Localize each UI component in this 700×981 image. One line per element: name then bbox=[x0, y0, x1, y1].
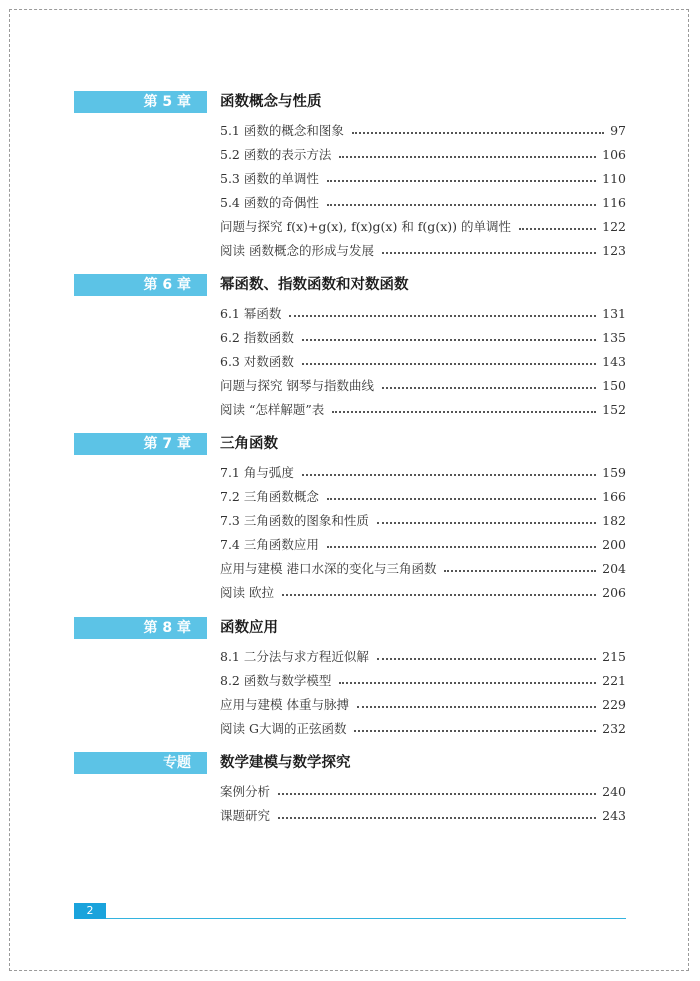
page-number: 2 bbox=[74, 903, 106, 919]
toc-entry[interactable] bbox=[220, 581, 626, 603]
toc-entry[interactable] bbox=[220, 374, 626, 396]
entry-title: 问题与探究 钢琴与指数曲线 bbox=[220, 378, 374, 393]
entry-title: 8.2 函数与数学模型 bbox=[220, 673, 332, 688]
entry-page-number: 182 bbox=[602, 512, 626, 528]
toc-entry[interactable] bbox=[220, 717, 626, 739]
entry-page-number: 159 bbox=[602, 464, 626, 480]
chapter-title[interactable]: 幂函数、指数函数和对数函数 bbox=[220, 277, 409, 293]
entry-title: 6.2 指数函数 bbox=[220, 330, 294, 345]
entry-page-number: 243 bbox=[602, 807, 626, 823]
toc-entry[interactable] bbox=[220, 350, 626, 372]
dot-leader bbox=[377, 657, 596, 660]
entry-page-number: 123 bbox=[602, 242, 626, 258]
entry-title: 阅读 “怎样解题”表 bbox=[220, 402, 325, 417]
entry-title: 阅读 函数概念的形成与发展 bbox=[220, 243, 374, 258]
entry-title: 问题与探究 f(x)+g(x), f(x)g(x) 和 f(g(x)) 的单调性 bbox=[220, 219, 511, 234]
dot-leader bbox=[339, 681, 596, 684]
entry-title: 课题研究 bbox=[220, 808, 271, 823]
toc-entry[interactable] bbox=[220, 557, 626, 579]
toc-entry[interactable] bbox=[220, 191, 626, 213]
entry-title: 5.4 函数的奇偶性 bbox=[220, 195, 319, 210]
entry-title: 应用与建模 体重与脉搏 bbox=[220, 697, 349, 712]
dot-leader bbox=[302, 473, 596, 476]
dot-leader bbox=[377, 521, 596, 524]
entry-title: 5.3 函数的单调性 bbox=[220, 171, 319, 186]
toc-entry[interactable] bbox=[220, 669, 626, 691]
toc-entry[interactable] bbox=[220, 326, 626, 348]
chapter-title[interactable]: 函数应用 bbox=[220, 620, 278, 636]
entry-page-number: 204 bbox=[602, 560, 626, 576]
entry-page-number: 221 bbox=[602, 672, 626, 688]
dot-leader bbox=[289, 314, 596, 317]
dot-leader bbox=[519, 227, 596, 230]
entry-page-number: 152 bbox=[602, 401, 626, 417]
chapter-label: 第 6 章 bbox=[74, 274, 207, 296]
chapter-title[interactable]: 三角函数 bbox=[220, 436, 278, 452]
entry-title: 案例分析 bbox=[220, 784, 271, 799]
toc-entry[interactable] bbox=[220, 485, 626, 507]
entry-page-number: 166 bbox=[602, 488, 626, 504]
dot-leader bbox=[282, 593, 596, 596]
toc-entry[interactable] bbox=[220, 398, 626, 420]
entry-page-number: 97 bbox=[610, 122, 626, 138]
entry-title: 7.4 三角函数应用 bbox=[220, 537, 319, 552]
chapter-title[interactable]: 函数概念与性质 bbox=[220, 94, 322, 110]
toc-entry[interactable] bbox=[220, 167, 626, 189]
dot-leader bbox=[357, 705, 596, 708]
entry-page-number: 232 bbox=[602, 720, 626, 736]
entry-page-number: 135 bbox=[602, 329, 626, 345]
dot-leader bbox=[302, 362, 596, 365]
dot-leader bbox=[327, 545, 596, 548]
entry-title: 5.2 函数的表示方法 bbox=[220, 147, 332, 162]
toc-entry[interactable] bbox=[220, 215, 626, 237]
entry-page-number: 110 bbox=[602, 170, 626, 186]
entry-page-number: 106 bbox=[602, 146, 626, 162]
toc-entry[interactable] bbox=[220, 239, 626, 261]
entry-page-number: 116 bbox=[602, 194, 626, 210]
dot-leader bbox=[332, 410, 596, 413]
entry-page-number: 150 bbox=[602, 377, 626, 393]
dot-leader bbox=[352, 131, 604, 134]
chapter-label: 第 7 章 bbox=[74, 433, 207, 455]
dot-leader bbox=[354, 729, 596, 732]
toc-entry[interactable] bbox=[220, 780, 626, 802]
dot-leader bbox=[278, 792, 596, 795]
chapter-label: 第 5 章 bbox=[74, 91, 207, 113]
dot-leader bbox=[327, 203, 596, 206]
entry-title: 5.1 函数的概念和图象 bbox=[220, 123, 344, 138]
entry-page-number: 240 bbox=[602, 783, 626, 799]
toc-entry[interactable] bbox=[220, 533, 626, 555]
toc-entry[interactable] bbox=[220, 143, 626, 165]
chapter-label: 第 8 章 bbox=[74, 617, 207, 639]
toc-entry[interactable] bbox=[220, 645, 626, 667]
entry-page-number: 200 bbox=[602, 536, 626, 552]
toc-entry[interactable] bbox=[220, 461, 626, 483]
chapter-title[interactable]: 数学建模与数学探究 bbox=[220, 755, 351, 771]
footer-rule bbox=[74, 918, 626, 919]
entry-page-number: 131 bbox=[602, 305, 626, 321]
entry-title: 阅读 欧拉 bbox=[220, 585, 274, 600]
dot-leader bbox=[339, 155, 596, 158]
entry-title: 6.3 对数函数 bbox=[220, 354, 294, 369]
dot-leader bbox=[278, 816, 596, 819]
entry-page-number: 122 bbox=[602, 218, 626, 234]
entry-page-number: 143 bbox=[602, 353, 626, 369]
entry-title: 8.1 二分法与求方程近似解 bbox=[220, 649, 369, 664]
entry-title: 7.3 三角函数的图象和性质 bbox=[220, 513, 369, 528]
entry-title: 7.1 角与弧度 bbox=[220, 465, 294, 480]
entry-title: 应用与建模 港口水深的变化与三角函数 bbox=[220, 561, 437, 576]
dot-leader bbox=[444, 569, 596, 572]
dot-leader bbox=[327, 179, 596, 182]
dot-leader bbox=[302, 338, 596, 341]
toc-entry[interactable] bbox=[220, 509, 626, 531]
dot-leader bbox=[382, 386, 596, 389]
entry-page-number: 215 bbox=[602, 648, 626, 664]
toc-entry[interactable] bbox=[220, 693, 626, 715]
toc-entry[interactable] bbox=[220, 804, 626, 826]
chapter-label: 专题 bbox=[74, 752, 207, 774]
entry-page-number: 206 bbox=[602, 584, 626, 600]
dot-leader bbox=[382, 251, 596, 254]
entry-page-number: 229 bbox=[602, 696, 626, 712]
toc-entry[interactable] bbox=[220, 119, 626, 141]
toc-entry[interactable] bbox=[220, 302, 626, 324]
entry-title: 阅读 G大调的正弦函数 bbox=[220, 721, 347, 736]
entry-title: 7.2 三角函数概念 bbox=[220, 489, 319, 504]
dot-leader bbox=[327, 497, 596, 500]
entry-title: 6.1 幂函数 bbox=[220, 306, 282, 321]
